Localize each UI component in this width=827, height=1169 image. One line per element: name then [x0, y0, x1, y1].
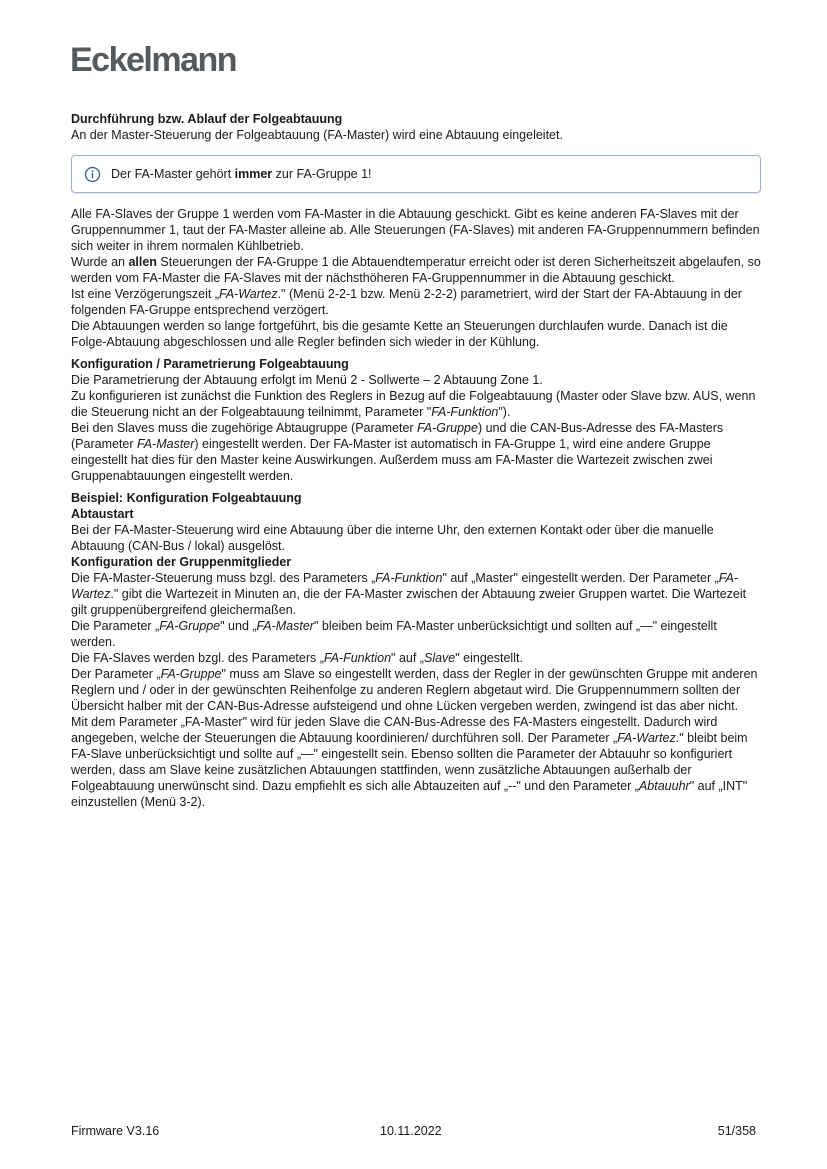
eckelmann-logo: Eckelmann — [70, 41, 237, 79]
footer-page-number: 51/358 — [717, 1124, 756, 1138]
notice-text: Der FA-Master gehört immer zur FA-Gruppe 1! — [111, 167, 372, 181]
info-notice-box — [71, 155, 761, 193]
paragraph: Wurde an allen Steuerungen der FA-Gruppe 1 die Abtauendtemperatur erreicht oder ist deren Sicherheitszeit abgelaufen, so werden vom FA-Master die FA-Slaves mit der nächsthöheren FA-Gruppennummer in die Abtauung geschickt. — [71, 255, 761, 285]
paragraph: Die FA-Master-Steuerung muss bzgl. des Parameters „FA-Funktion" auf „Master" eingestellt werden. Der Parameter „FA-Wartez." gibt die Wartezeit in Minuten an, die der FA-Master zwischen der Abtauung zweier Gruppen wartet. Die Wartezeit gilt gruppenübergreifend gleichermaßen. — [71, 571, 747, 617]
paragraph: Der Parameter „FA-Gruppe" muss am Slave so eingestellt werden, dass der Regler in der gewünschten Gruppe mit anderen Reglern und / oder in der gewünschten Reihenfolge zu anderen Reglern abgetaut wird. Die Gruppennummern sollten der Übersicht halber mit der CAN-Bus-Adresse aufsteigend und ohne Lücken vergeben werden, zwingend ist das aber nicht. — [71, 667, 758, 713]
document-body — [71, 111, 761, 810]
paragraph: Bei der FA-Master-Steuerung wird eine Abtauung über die interne Uhr, den externen Kontakt oder über die manuelle Abtauung (CAN-Bus / lokal) ausgelöst. — [71, 523, 714, 553]
section-heading-durchfuehrung: Durchführung bzw. Ablauf der Folgeabtauung — [71, 112, 343, 126]
footer-firmware: Firmware V3.16 — [71, 1124, 160, 1138]
paragraph: Mit dem Parameter „FA-Master" wird für jeden Slave die CAN-Bus-Adresse des FA-Masters eingestellt. Dadurch wird angegeben, welche der Steuerungen die Abtauung koordinieren/ durchführen soll. Der Parameter „FA-Wartez." bleibt beim FA-Slave unberücksichtigt und sollte auf „—" eingestellt sein. Ebenso sollten die Parameter der Abtauuhr so konfiguriert werden, dass am Slave keine zusätzlichen Abtauungen stattfinden, wenn zusätzliche Abtauungen außerhalb der Folgeabtauung unerwünscht sind. Dazu empfiehlt es sich alle Abtauzeiten auf „--" und den Parameter „Abtauuhr" auf „INT" einzustellen (Menü 3-2). — [71, 715, 748, 809]
subheading-abtaustart: Abtaustart — [71, 507, 134, 521]
section-heading-beispiel: Beispiel: Konfiguration Folgeabtauung — [71, 491, 302, 505]
paragraph: Zu konfigurieren ist zunächst die Funktion des Reglers in Bezug auf die Folgeabtauung (Master oder Slave bzw. AUS, wenn die Steuerung nicht an der Folgeabtauung teilnimmt, Parameter "FA-Funktion"). — [71, 389, 756, 419]
paragraph: An der Master-Steuerung der Folgeabtauung (FA-Master) wird eine Abtauung eingeleitet. — [71, 128, 563, 142]
paragraph: Bei den Slaves muss die zugehörige Abtaugruppe (Parameter FA-Gruppe) und die CAN-Bus-Adresse des FA-Masters (Parameter FA-Master) eingestellt werden. Der FA-Master ist automatisch in FA-Gruppe 1, wird eine andere Gruppe eingestellt hat dies für den Master keine Auswirkungen. Außerdem muss am FA-Master die Wartezeit zwischen zwei Gruppenabtauungen eingestellt werden. — [71, 421, 724, 483]
paragraph: Alle FA-Slaves der Gruppe 1 werden vom FA-Master in die Abtauung geschickt. Gibt es keine anderen FA-Slaves mit der Gruppennummer 1, taut der FA-Master alleine ab. Alle Steuerungen (FA-Slaves) mit anderen FA-Gruppennummern befinden sich weiter in ihrem normalen Kühlbetrieb. — [71, 207, 760, 253]
paragraph: Die Abtauungen werden so lange fortgeführt, bis die gesamte Kette an Steuerungen durchlaufen wurde. Danach ist die Folge-Abtauung abgeschlossen und alle Regler befinden sich wieder in der Kühlung. — [71, 319, 728, 349]
subheading-gruppenmitglieder: Konfiguration der Gruppenmitglieder — [71, 555, 292, 569]
paragraph: Die FA-Slaves werden bzgl. des Parameters „FA-Funktion" auf „Slave" eingestellt. — [71, 651, 523, 665]
info-icon — [84, 166, 101, 183]
footer-date: 10.11.2022 — [380, 1124, 442, 1138]
paragraph: Die Parametrierung der Abtauung erfolgt im Menü 2 - Sollwerte – 2 Abtauung Zone 1. — [71, 373, 543, 387]
section-heading-konfiguration: Konfiguration / Parametrierung Folgeabtauung — [71, 357, 349, 371]
paragraph: Ist eine Verzögerungszeit „FA-Wartez." (Menü 2-2-1 bzw. Menü 2-2-2) parametriert, wird der Start der FA-Abtauung in der folgenden FA-Gruppe entsprechend verzögert. — [71, 287, 742, 317]
paragraph: Die Parameter „FA-Gruppe" und „FA-Master" bleiben beim FA-Master unberücksichtigt und sollten auf „—" eingestellt werden. — [71, 619, 717, 649]
